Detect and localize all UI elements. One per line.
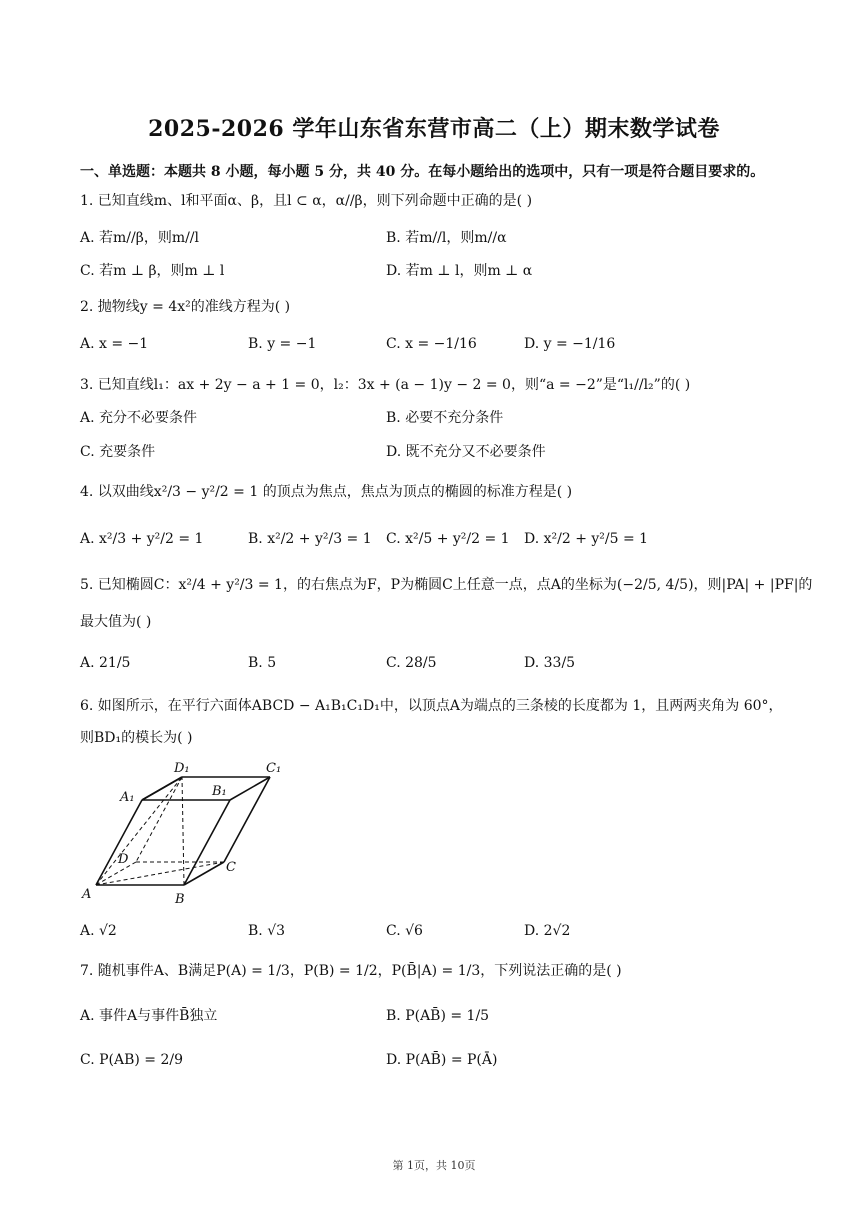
question-3-option-c: C. 充要条件 — [80, 444, 156, 460]
question-5-stem: 5. 已知椭圆C：x²/4 + y²/3 = 1，的右焦点为F，P为椭圆C上任意一点，点A的坐标为(−2/5, 4/5)，则|PA| + |PF|的 — [80, 577, 813, 593]
question-1-stem: 1. 已知直线m、l和平面α、β，且l ⊂ α，α//β，则下列命题中正确的是( ) — [80, 193, 533, 209]
question-4-option-d: D. x²/2 + y²/5 = 1 — [524, 531, 649, 547]
question-5-option-c: C. 28/5 — [386, 655, 437, 671]
question-3-option-b: B. 必要不充分条件 — [386, 410, 504, 426]
question-1-option-d: D. 若m ⊥ l，则m ⊥ α — [386, 263, 533, 279]
section-heading: 一、单选题：本题共 8 小题，每小题 5 分，共 40 分。在每小题给出的选项中，只有一项是符合题目要求的。 — [80, 164, 765, 180]
parallelepiped-figure — [80, 757, 300, 907]
question-6-option-c: C. √6 — [386, 923, 423, 939]
question-7-stem: 7. 随机事件A、B满足P(A) = 1/3，P(B) = 1/2，P(B̄|A) = 1/3，下列说法正确的是( ) — [80, 963, 622, 979]
question-4-option-b: B. x²/2 + y²/3 = 1 — [248, 531, 372, 547]
question-6-option-b: B. √3 — [248, 923, 286, 939]
page-footer: 第 1页，共 10页 — [392, 1159, 476, 1172]
question-6-stem-continued: 则BD₁的模长为( ) — [80, 730, 193, 746]
question-6-stem: 6. 如图所示，在平行六面体ABCD − A₁B₁C₁D₁中，以顶点A为端点的三条棱的长度都为 1，且两两夹角为 60°， — [80, 698, 783, 714]
label-d: D — [118, 852, 129, 867]
question-7-option-a: A. 事件A与事件B̄独立 — [80, 1008, 218, 1024]
question-3-option-a: A. 充分不必要条件 — [80, 410, 198, 426]
question-3-stem: 3. 已知直线l₁：ax + 2y − a + 1 = 0，l₂：3x + (a − 1)y − 2 = 0，则“a = −2”是“l₁//l₂”的( ) — [80, 377, 691, 393]
label-c: C — [226, 860, 236, 875]
label-a1: A₁ — [120, 790, 135, 805]
question-6-option-a: A. √2 — [80, 923, 117, 939]
label-d1: D₁ — [174, 761, 190, 776]
label-c1: C₁ — [266, 761, 282, 776]
question-2-option-d: D. y = −1/16 — [524, 336, 616, 352]
question-4-option-a: A. x²/3 + y²/2 = 1 — [80, 531, 204, 547]
exam-title: 2025-2026 学年山东省东营市高二（上）期末数学试卷 — [148, 116, 720, 142]
question-5-option-a: A. 21/5 — [80, 655, 131, 671]
question-5-option-b: B. 5 — [248, 655, 277, 671]
question-2-option-a: A. x = −1 — [80, 336, 149, 352]
question-5-option-d: D. 33/5 — [524, 655, 576, 671]
question-5-stem-continued: 最大值为( ) — [80, 614, 152, 630]
question-1-option-c: C. 若m ⊥ β，则m ⊥ l — [80, 263, 225, 279]
question-2-option-b: B. y = −1 — [248, 336, 317, 352]
question-3-option-d: D. 既不充分又不必要条件 — [386, 444, 546, 460]
question-1-option-a: A. 若m//β，则m//l — [80, 230, 199, 246]
label-b1: B₁ — [212, 784, 227, 799]
question-7-option-c: C. P(AB) = 2/9 — [80, 1052, 184, 1068]
question-4-stem: 4. 以双曲线x²/3 − y²/2 = 1 的顶点为焦点，焦点为顶点的椭圆的标准方程是( ) — [80, 484, 573, 500]
question-7-option-d: D. P(AB̄) = P(Ā) — [386, 1052, 498, 1068]
label-b: B — [175, 892, 185, 907]
question-2-stem: 2. 抛物线y = 4x²的准线方程为( ) — [80, 299, 291, 315]
label-a: A — [82, 887, 92, 902]
question-6-option-d: D. 2√2 — [524, 923, 571, 939]
question-4-option-c: C. x²/5 + y²/2 = 1 — [386, 531, 510, 547]
question-1-option-b: B. 若m//l，则m//α — [386, 230, 507, 246]
question-7-option-b: B. P(AB̄) = 1/5 — [386, 1008, 490, 1024]
question-2-option-c: C. x = −1/16 — [386, 336, 477, 352]
